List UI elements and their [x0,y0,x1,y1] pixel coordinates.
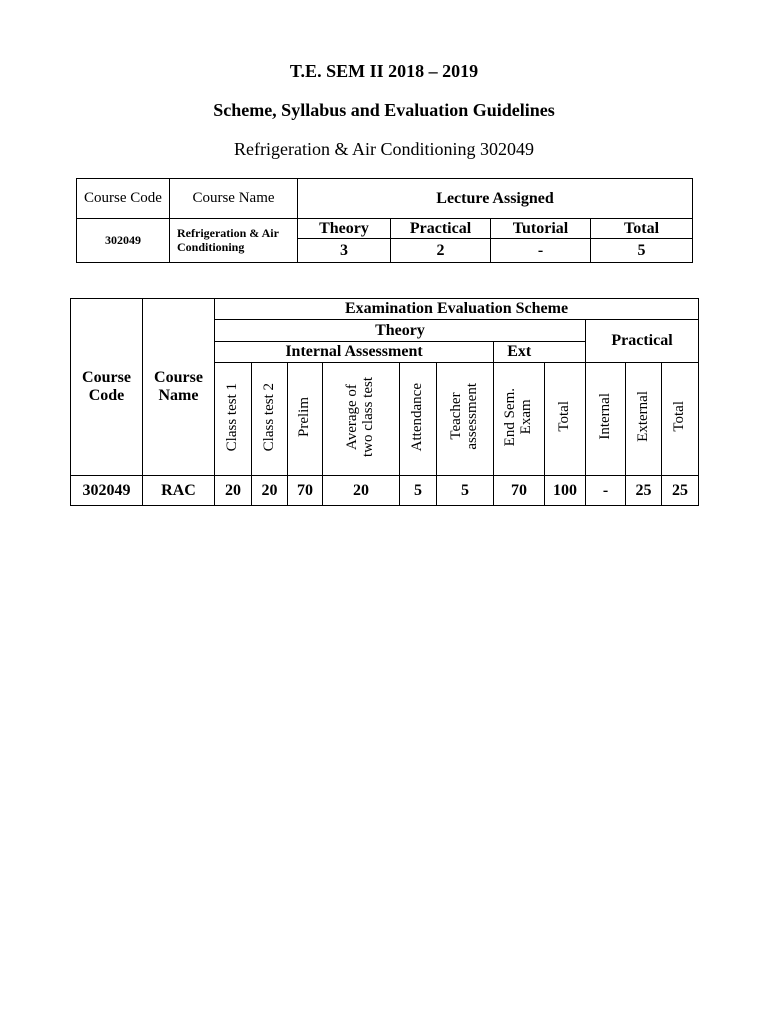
col-teacher-assessment: Teacher assessment [437,363,494,476]
row-attendance: 5 [400,476,437,506]
col-external: External [626,363,662,476]
row-class-test-2: 20 [252,476,288,506]
row-average: 20 [323,476,400,506]
exam-evaluation-table [70,298,699,506]
page-title: T.E. SEM II 2018 – 2019 [289,61,479,81]
row-teacher-assessment: 5 [437,476,494,506]
lecture-assigned-header: Lecture Assigned [298,179,693,219]
course-name-header: Course Name [170,179,298,219]
lecture-table [76,178,693,263]
row-theory-total: 100 [545,476,586,506]
lecture-theory-value: 3 [298,239,391,263]
exam-theory-header: Theory [215,320,586,342]
ext-header: Ext [494,342,545,363]
lecture-total-header: Total [591,219,693,239]
col-theory-total: Total [545,363,586,476]
page-subtitle: Scheme, Syllabus and Evaluation Guidelines [213,100,555,120]
exam-course-code-header: Course Code [71,299,143,476]
col-class-test-1: Class test 1 [215,363,252,476]
col-internal: Internal [586,363,626,476]
col-class-test-2: Class test 2 [252,363,288,476]
lecture-tutorial-value: - [491,239,591,263]
lecture-practical-value: 2 [391,239,491,263]
lecture-course-name: Refrigeration & Air Conditioning [170,219,298,263]
col-prelim: Prelim [288,363,323,476]
lecture-course-code: 302049 [77,219,170,263]
row-class-test-1: 20 [215,476,252,506]
ext-blank [545,342,586,363]
row-external: 25 [626,476,662,506]
course-code-header: Course Code [77,179,170,219]
internal-assessment-header: Internal Assessment [215,342,494,363]
col-practical-total: Total [662,363,699,476]
lecture-theory-header: Theory [298,219,391,239]
lecture-total-value: 5 [591,239,693,263]
lecture-practical-header: Practical [391,219,491,239]
lecture-tutorial-header: Tutorial [491,219,591,239]
row-prelim: 70 [288,476,323,506]
course-line: Refrigeration & Air Conditioning 302049 [234,139,534,159]
col-average: Average of two class test [323,363,400,476]
row-course-code: 302049 [71,476,143,506]
row-practical-total: 25 [662,476,699,506]
row-internal: - [586,476,626,506]
col-attendance: Attendance [400,363,437,476]
row-course-name: RAC [143,476,215,506]
row-end-sem: 70 [494,476,545,506]
exam-practical-header: Practical [586,320,699,363]
exam-course-name-header: Course Name [143,299,215,476]
exam-scheme-header: Examination Evaluation Scheme [215,299,699,320]
col-end-sem-exam: End Sem. Exam [494,363,545,476]
